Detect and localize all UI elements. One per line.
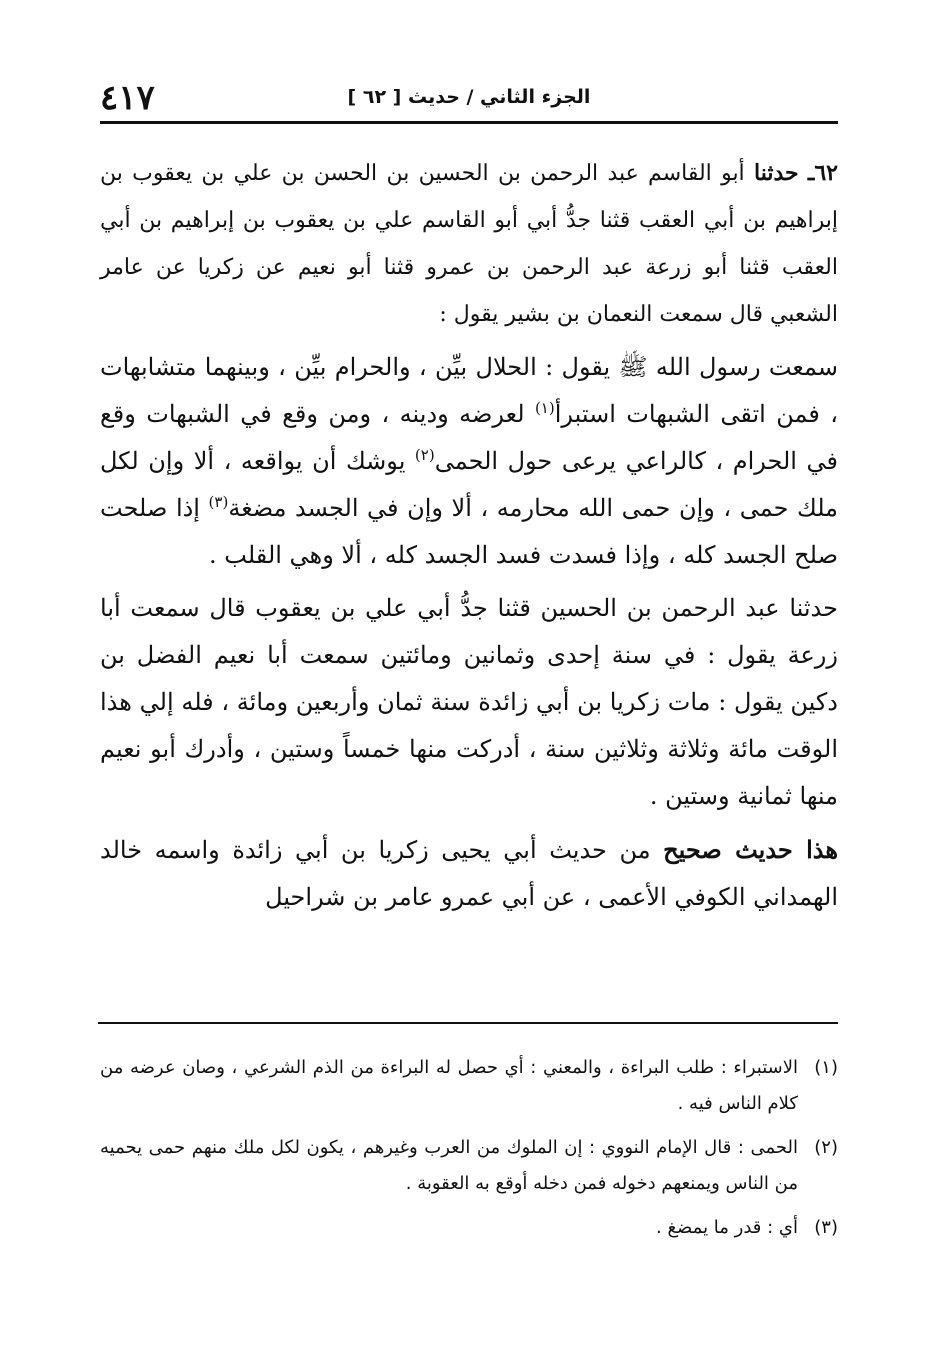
matn-text-3: يوشك أن يواقعه ، ألا وإن لكل ملك حمى ، وإن حمى الله محارمه ، ألا وإن في الجسد مضغة: [100, 447, 839, 522]
second-chain-paragraph: حدثنا عبد الرحمن بن الحسين قثنا جدُّ أبي علي بن يعقوب قال سمعت أبا زرعة يقول : في سنة إحدى وثمانين ومائتين سمعت أبا نعيم الفضل بن دكين يقول : مات زكريا بن أبي زائدة سنة ثمان وأربعين ومائة ، فله إلي هذا الوقت مائة وثلاثة وثلاثين سنة ، أدركت منها خمساً وستين ، وأدرك أبو نعيم منها ثمانية وستين .: [100, 594, 838, 810]
page-number: ٤١٧: [100, 78, 155, 118]
footnote-text: الحمى : قال الإمام النووي : إن الملوك من العرب وغيرهم ، يكون لكل ملك منهم حمى يحميه من الناس ويمنعهم دخوله فمن دخله أوقع به العقوبة .: [100, 1137, 798, 1194]
footnote-text: أي : قدر ما يمضغ .: [656, 1217, 798, 1238]
footnote-marker: (١): [814, 1057, 838, 1078]
footnote-text: الاستبراء : طلب البراءة ، والمعني : أي حصل له البراءة من الذم الشرعي ، وصان عرضه من كلام الناس فيه .: [100, 1057, 798, 1114]
footnote-rule: [98, 1022, 838, 1024]
page-header: [100, 78, 838, 118]
footnote-ref-3[interactable]: (٣): [208, 493, 229, 511]
running-head: الجزء الثاني / حديث [ ٦٢ ]: [347, 86, 591, 108]
matn-text-4: إذا صلحت صلح الجسد كله ، وإذا فسدت فسد الجسد كله ، ألا وهي القلب .: [100, 494, 838, 569]
grading-lead: هذا حديث صحيح: [663, 835, 838, 864]
footnote-2: [100, 1130, 838, 1202]
hadith-lead-word: حدثنا: [753, 160, 799, 186]
matn-text-2: لعرضه ودينه ، ومن وقع في الشبهات وقع في الحرام ، كالراعي يرعى حول الحمى: [100, 400, 838, 475]
footnote-1: [100, 1050, 838, 1122]
footnote-ref-1[interactable]: (١): [534, 399, 555, 417]
footnotes: [100, 1050, 838, 1254]
hadith-number: ٦٢ـ: [807, 160, 838, 186]
main-text: [100, 150, 838, 921]
grading-text: من حديث أبي يحيى زكريا بن أبي زائدة واسمه خالد الهمداني الكوفي الأعمى ، عن أبي عمرو عامر بن شراحيل: [100, 836, 838, 911]
hadith-matn-paragraph: [100, 344, 838, 579]
header-rule: [100, 121, 838, 124]
footnote-marker: (٢): [814, 1137, 838, 1158]
hadith-isnad-paragraph: [100, 150, 838, 338]
footnote-3: [100, 1210, 838, 1246]
footnote-ref-2[interactable]: (٢): [414, 446, 435, 464]
grading-paragraph: [100, 826, 838, 921]
hadith-isnad: أبو القاسم عبد الرحمن بن الحسين بن الحسن بن علي بن يعقوب بن إبراهيم بن أبي العقب قثنا جدُّ أبي أبو القاسم علي بن يعقوب بن إبراهيم بن أبي العقب قثنا أبو زرعة عبد الرحمن بن عمرو قثنا أبو نعيم عن زكريا عن عامر الشعبي قال سمعت النعمان بن بشير يقول :: [100, 161, 838, 327]
footnote-marker: (٣): [814, 1217, 838, 1238]
matn-text-1: سمعت رسول الله ﷺ يقول : الحلال بيِّن ، والحرام بيِّن ، وبينهما متشابهات ، فمن اتقى الشبهات استبرأ: [100, 353, 838, 428]
